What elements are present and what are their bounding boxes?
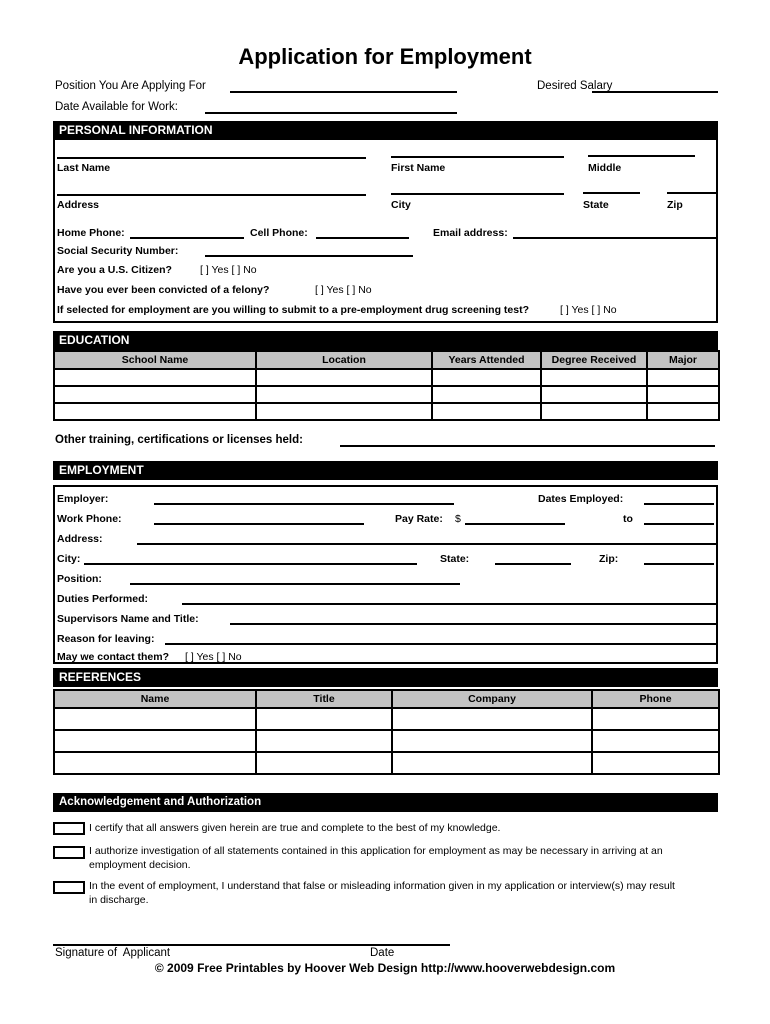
references-col-name: Name — [54, 690, 256, 708]
work-phone-label: Work Phone: — [57, 513, 122, 525]
references-header-row — [54, 690, 719, 708]
desired-salary-field[interactable] — [592, 79, 718, 93]
state-field[interactable] — [583, 180, 640, 194]
ssn-label: Social Security Number: — [57, 245, 179, 257]
table-row — [54, 386, 719, 403]
personal-information-box — [53, 140, 718, 323]
employment-header: EMPLOYMENT — [53, 461, 718, 480]
employer-state-field[interactable] — [495, 551, 571, 565]
table-cell[interactable] — [256, 369, 432, 386]
section-employment — [53, 461, 718, 663]
ssn-field[interactable] — [205, 243, 413, 257]
us-citizen-question: Are you a U.S. Citizen? — [57, 264, 172, 276]
duties-field[interactable] — [182, 591, 716, 605]
table-row — [54, 752, 719, 774]
education-table — [53, 350, 720, 421]
signature-date-label: Date — [370, 947, 395, 959]
table-cell[interactable] — [432, 403, 541, 420]
pay-rate-label: Pay Rate: — [395, 513, 443, 525]
table-cell[interactable] — [54, 708, 256, 730]
contact-yesno[interactable]: [ ] Yes [ ] No — [185, 651, 242, 663]
authorize-checkbox[interactable] — [53, 846, 85, 859]
references-col-company: Company — [392, 690, 592, 708]
education-col-years: Years Attended — [432, 351, 541, 369]
desired-salary-label: Desired Salary — [537, 80, 613, 92]
employer-city-label: City: — [57, 553, 81, 565]
city-field[interactable] — [391, 181, 564, 195]
table-cell[interactable] — [54, 752, 256, 774]
dollar-sign: $ — [455, 513, 461, 525]
table-cell[interactable] — [432, 369, 541, 386]
education-col-degree: Degree Received — [541, 351, 647, 369]
employer-zip-label: Zip: — [599, 553, 619, 565]
table-cell[interactable] — [647, 369, 719, 386]
references-header: REFERENCES — [53, 668, 718, 687]
work-phone-field[interactable] — [154, 511, 364, 525]
last-name-field[interactable] — [57, 145, 366, 159]
discharge-statement: In the event of employment, I understand that false or misleading information given in my application or interview(s) may result in discharge. — [89, 880, 675, 906]
table-cell[interactable] — [256, 386, 432, 403]
page-title: Application for Employment — [238, 44, 532, 69]
middle-name-field[interactable] — [588, 143, 695, 157]
table-cell[interactable] — [541, 369, 647, 386]
address-field[interactable] — [57, 182, 366, 196]
table-cell[interactable] — [54, 369, 256, 386]
signature-label: Signature of Applicant — [55, 947, 171, 959]
table-cell[interactable] — [592, 752, 719, 774]
home-phone-label: Home Phone: — [57, 227, 125, 239]
date-available-field[interactable] — [205, 100, 457, 114]
email-field[interactable] — [513, 225, 718, 239]
position-applying-field[interactable] — [230, 79, 457, 93]
other-training-label: Other training, certifications or licenses held: — [55, 434, 303, 446]
state-label: State — [583, 199, 609, 211]
employment-box — [53, 485, 718, 664]
employer-zip-field[interactable] — [644, 551, 714, 565]
education-header-row — [54, 351, 719, 369]
table-cell[interactable] — [392, 730, 592, 752]
section-references — [53, 668, 718, 775]
city-label: City — [391, 199, 411, 211]
cell-phone-field[interactable] — [316, 225, 409, 239]
employer-field[interactable] — [154, 491, 454, 505]
employer-address-label: Address: — [57, 533, 103, 545]
date-available-label: Date Available for Work: — [55, 101, 178, 113]
table-cell[interactable] — [54, 386, 256, 403]
authorize-statement: I authorize investigation of all statements contained in this application for employment as may be necessary in arriving at an employment decision. — [89, 845, 663, 871]
references-table — [53, 689, 720, 775]
drug-test-yesno[interactable]: [ ] Yes [ ] No — [560, 304, 617, 316]
education-header: EDUCATION — [53, 331, 718, 350]
employer-address-field[interactable] — [137, 531, 716, 545]
table-cell[interactable] — [541, 386, 647, 403]
section-education — [53, 331, 718, 421]
middle-name-label: Middle — [588, 162, 622, 174]
table-cell[interactable] — [541, 403, 647, 420]
position-label: Position: — [57, 573, 102, 585]
employer-state-label: State: — [440, 553, 470, 565]
employer-city-field[interactable] — [84, 551, 417, 565]
table-cell[interactable] — [592, 730, 719, 752]
section-acknowledgement — [53, 793, 718, 923]
table-cell[interactable] — [256, 730, 392, 752]
dates-employed-label: Dates Employed: — [538, 493, 624, 505]
table-row — [54, 708, 719, 730]
discharge-checkbox[interactable] — [53, 881, 85, 894]
table-cell[interactable] — [256, 752, 392, 774]
dates-employed-from-field[interactable] — [644, 491, 714, 505]
pay-rate-field[interactable] — [465, 511, 565, 525]
table-row — [54, 730, 719, 752]
acknowledgement-header: Acknowledgement and Authorization — [53, 793, 718, 812]
felony-yesno[interactable]: [ ] Yes [ ] No — [315, 284, 372, 296]
other-training-field[interactable] — [340, 433, 715, 447]
table-cell[interactable] — [647, 403, 719, 420]
table-cell[interactable] — [392, 752, 592, 774]
cell-phone-label: Cell Phone: — [250, 227, 308, 239]
certify-checkbox[interactable] — [53, 822, 85, 835]
table-cell[interactable] — [647, 386, 719, 403]
references-col-phone: Phone — [592, 690, 719, 708]
email-label: Email address: — [433, 227, 508, 239]
drug-test-question: If selected for employment are you willing to submit to a pre-employment drug screening test? — [57, 304, 529, 316]
contact-question: May we contact them? — [57, 651, 170, 663]
section-personal-information — [53, 121, 718, 323]
reason-leaving-label: Reason for leaving: — [57, 633, 155, 645]
table-cell[interactable] — [432, 386, 541, 403]
copyright-line: © 2009 Free Printables by Hoover Web Design http://www.hooverwebdesign.com — [154, 961, 616, 975]
education-col-school: School Name — [54, 351, 256, 369]
home-phone-field[interactable] — [130, 225, 244, 239]
table-cell[interactable] — [392, 708, 592, 730]
table-cell[interactable] — [54, 730, 256, 752]
table-cell[interactable] — [592, 708, 719, 730]
first-name-label: First Name — [391, 162, 446, 174]
duties-label: Duties Performed: — [57, 593, 149, 605]
position-field[interactable] — [130, 571, 460, 585]
education-col-location: Location — [256, 351, 432, 369]
felony-question: Have you ever been convicted of a felony? — [57, 284, 270, 296]
supervisor-label: Supervisors Name and Title: — [57, 613, 199, 625]
table-row — [54, 403, 719, 420]
table-cell[interactable] — [256, 708, 392, 730]
table-row — [54, 369, 719, 386]
personal-information-header: PERSONAL INFORMATION — [53, 121, 718, 140]
us-citizen-yesno[interactable]: [ ] Yes [ ] No — [200, 264, 257, 276]
dates-employed-to-field[interactable] — [644, 511, 714, 525]
references-col-title: Title — [256, 690, 392, 708]
signature-field[interactable] — [53, 932, 450, 946]
zip-label: Zip — [667, 199, 683, 211]
dates-to-label: to — [623, 513, 633, 525]
table-cell[interactable] — [256, 403, 432, 420]
zip-field[interactable] — [667, 180, 718, 194]
first-name-field[interactable] — [391, 144, 564, 158]
education-col-major: Major — [647, 351, 719, 369]
supervisor-field[interactable] — [230, 611, 716, 625]
table-cell[interactable] — [54, 403, 256, 420]
position-applying-label: Position You Are Applying For — [55, 80, 206, 92]
last-name-label: Last Name — [57, 162, 111, 174]
reason-leaving-field[interactable] — [165, 631, 716, 645]
employer-label: Employer: — [57, 493, 109, 505]
address-label: Address — [57, 199, 100, 211]
certify-statement: I certify that all answers given herein are true and complete to the best of my knowledge. — [89, 822, 501, 834]
